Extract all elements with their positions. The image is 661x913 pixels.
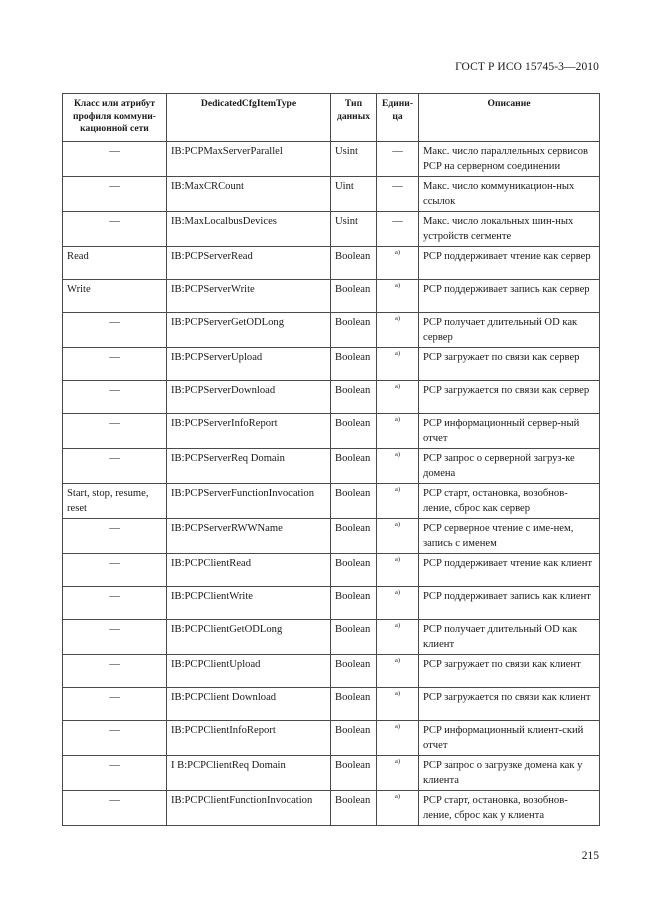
cell-unit: a): [377, 554, 419, 587]
cell-data-type: Boolean: [331, 484, 377, 519]
cell-item-type: IB:PCPServerFunctionInvocation: [167, 484, 331, 519]
cell-class-attribute: —: [63, 414, 167, 449]
column-header-item-type: DedicatedCfgItemType: [167, 94, 331, 142]
cell-unit: a): [377, 280, 419, 313]
table-row: [63, 449, 600, 484]
cell-data-type: Boolean: [331, 620, 377, 655]
table-row: [63, 247, 600, 280]
cell-unit: a): [377, 756, 419, 791]
cell-item-type: IB:PCPServerWrite: [167, 280, 331, 313]
cell-data-type: Boolean: [331, 247, 377, 280]
cell-class-attribute: —: [63, 449, 167, 484]
cell-description: PCP запрос о серверной загруз-ке домена: [419, 449, 600, 484]
cell-description: PCP серверное чтение с име-нем, запись с именем: [419, 519, 600, 554]
column-header-unit: Едини-ца: [377, 94, 419, 142]
table-row: [63, 484, 600, 519]
cell-data-type: Usint: [331, 142, 377, 177]
cell-data-type: Boolean: [331, 655, 377, 688]
cell-description: PCP загружает по связи как сервер: [419, 348, 600, 381]
document-header: ГОСТ Р ИСО 15745-3—2010: [455, 61, 599, 73]
cell-item-type: IB:PCPServerRead: [167, 247, 331, 280]
table-row: [63, 313, 600, 348]
cell-unit: a): [377, 348, 419, 381]
table-row: [63, 721, 600, 756]
cell-class-attribute: —: [63, 756, 167, 791]
cell-description: PCP поддерживает запись как сервер: [419, 280, 600, 313]
cell-data-type: Boolean: [331, 449, 377, 484]
cell-description: PCP информационный клиент-ский отчет: [419, 721, 600, 756]
table-row: [63, 688, 600, 721]
cell-class-attribute: Read: [63, 247, 167, 280]
cell-class-attribute: —: [63, 554, 167, 587]
cell-item-type: IB:PCPServerReq Domain: [167, 449, 331, 484]
cell-unit: a): [377, 313, 419, 348]
cell-description: Макс. число параллельных сервисов PCP на серверном соединении: [419, 142, 600, 177]
cell-unit: a): [377, 620, 419, 655]
cell-class-attribute: —: [63, 587, 167, 620]
cell-description: PCP поддерживает запись как клиент: [419, 587, 600, 620]
column-header-class-attribute: Класс или атрибут профиля коммуни-кационной сети: [63, 94, 167, 142]
cell-description: PCP запрос о загрузке домена как у клиента: [419, 756, 600, 791]
cell-description: PCP загружает по связи как клиент: [419, 655, 600, 688]
table-row: [63, 620, 600, 655]
cell-unit: —: [377, 177, 419, 212]
cell-item-type: IB:MaxLocalbusDevices: [167, 212, 331, 247]
cell-data-type: Boolean: [331, 280, 377, 313]
cell-data-type: Boolean: [331, 756, 377, 791]
cell-item-type: IB:PCPServerDownload: [167, 381, 331, 414]
cell-unit: a): [377, 791, 419, 826]
cell-class-attribute: —: [63, 177, 167, 212]
cell-description: PCP загружается по связи как сервер: [419, 381, 600, 414]
cell-class-attribute: —: [63, 655, 167, 688]
cell-description: PCP получает длительный OD как сервер: [419, 313, 600, 348]
cell-item-type: IB:PCPClientWrite: [167, 587, 331, 620]
table-row: [63, 519, 600, 554]
cell-class-attribute: Write: [63, 280, 167, 313]
table-row: [63, 348, 600, 381]
cell-data-type: Boolean: [331, 587, 377, 620]
table-row: [63, 791, 600, 826]
cell-class-attribute: —: [63, 519, 167, 554]
cell-data-type: Uint: [331, 177, 377, 212]
cell-class-attribute: —: [63, 381, 167, 414]
column-header-data-type: Тип данных: [331, 94, 377, 142]
cell-class-attribute: Start, stop, resume, reset: [63, 484, 167, 519]
cell-item-type: IB:PCPClientGetODLong: [167, 620, 331, 655]
cell-unit: a): [377, 519, 419, 554]
cell-item-type: IB:PCPMaxServerParallel: [167, 142, 331, 177]
cell-item-type: IB:MaxCRCount: [167, 177, 331, 212]
cell-unit: a): [377, 414, 419, 449]
cell-description: PCP старт, остановка, возобнов-ление, сброс как у клиента: [419, 791, 600, 826]
cell-class-attribute: —: [63, 348, 167, 381]
cell-data-type: Boolean: [331, 721, 377, 756]
cell-class-attribute: —: [63, 142, 167, 177]
cell-data-type: Boolean: [331, 348, 377, 381]
cell-item-type: IB:PCPClientInfoReport: [167, 721, 331, 756]
config-items-table: [62, 93, 600, 826]
cell-unit: a): [377, 449, 419, 484]
cell-unit: a): [377, 484, 419, 519]
table-row: [63, 414, 600, 449]
cell-class-attribute: —: [63, 688, 167, 721]
cell-class-attribute: —: [63, 212, 167, 247]
column-header-description: Описание: [419, 94, 600, 142]
cell-description: PCP информационный сервер-ный отчет: [419, 414, 600, 449]
table-row: [63, 280, 600, 313]
cell-class-attribute: —: [63, 620, 167, 655]
cell-unit: a): [377, 721, 419, 756]
cell-unit: —: [377, 212, 419, 247]
cell-unit: a): [377, 381, 419, 414]
cell-description: PCP поддерживает чтение как сервер: [419, 247, 600, 280]
cell-data-type: Boolean: [331, 381, 377, 414]
table-row: [63, 554, 600, 587]
cell-data-type: Boolean: [331, 791, 377, 826]
cell-data-type: Boolean: [331, 519, 377, 554]
cell-unit: a): [377, 247, 419, 280]
table-row: [63, 655, 600, 688]
cell-data-type: Boolean: [331, 414, 377, 449]
cell-item-type: IB:PCPClientUpload: [167, 655, 331, 688]
cell-class-attribute: —: [63, 313, 167, 348]
table-row: [63, 587, 600, 620]
cell-item-type: I B:PCPClientReq Domain: [167, 756, 331, 791]
cell-class-attribute: —: [63, 721, 167, 756]
cell-item-type: IB:PCPClient Download: [167, 688, 331, 721]
table-row: [63, 381, 600, 414]
cell-description: PCP поддерживает чтение как клиент: [419, 554, 600, 587]
cell-data-type: Usint: [331, 212, 377, 247]
cell-unit: a): [377, 655, 419, 688]
cell-data-type: Boolean: [331, 554, 377, 587]
table-row: [63, 177, 600, 212]
page-number: 215: [581, 850, 599, 862]
cell-item-type: IB:PCPServerInfoReport: [167, 414, 331, 449]
cell-data-type: Boolean: [331, 313, 377, 348]
cell-description: PCP старт, остановка, возобнов-ление, сброс как сервер: [419, 484, 600, 519]
cell-unit: a): [377, 587, 419, 620]
cell-item-type: IB:PCPServerGetODLong: [167, 313, 331, 348]
cell-item-type: IB:PCPServerRWWName: [167, 519, 331, 554]
cell-class-attribute: —: [63, 791, 167, 826]
cell-data-type: Boolean: [331, 688, 377, 721]
cell-description: Макс. число локальных шин-ных устройств сегменте: [419, 212, 600, 247]
cell-item-type: IB:PCPClientRead: [167, 554, 331, 587]
table-header-row: [63, 94, 600, 142]
cell-unit: a): [377, 688, 419, 721]
cell-unit: —: [377, 142, 419, 177]
table-row: [63, 212, 600, 247]
cell-description: PCP получает длительный OD как клиент: [419, 620, 600, 655]
cell-description: Макс. число коммуникацион-ных ссылок: [419, 177, 600, 212]
table-row: [63, 142, 600, 177]
table-row: [63, 756, 600, 791]
cell-item-type: IB:PCPClientFunctionInvocation: [167, 791, 331, 826]
cell-description: PCP загружается по связи как клиент: [419, 688, 600, 721]
cell-item-type: IB:PCPServerUpload: [167, 348, 331, 381]
